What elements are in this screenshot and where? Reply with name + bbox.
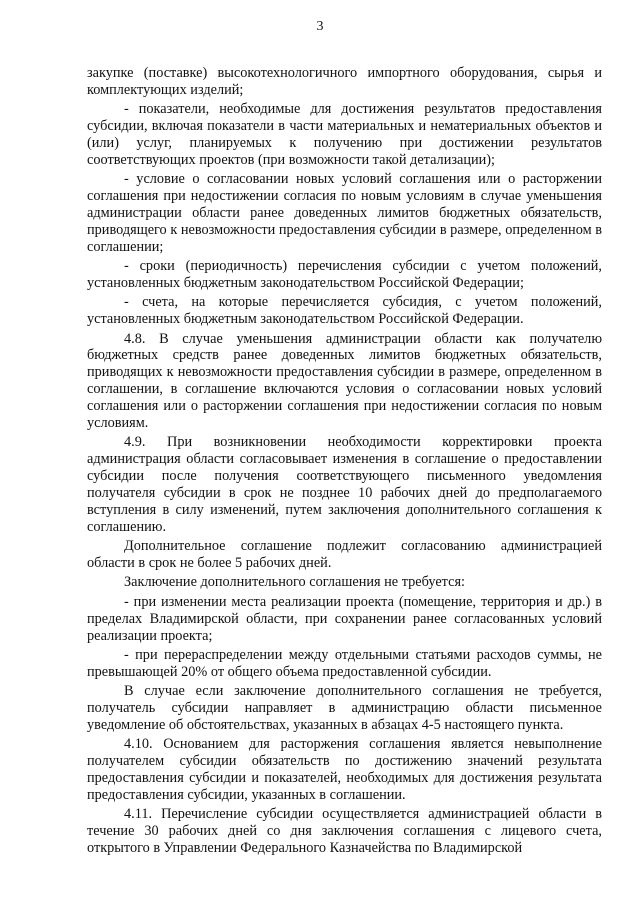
paragraph: 4.10. Основанием для расторжения соглашения является невыполнение получателем субсидии обязательств по достижению значений результата предоставления субсидии и показателей, необходимых для достижения результата предоставления субсидии, указанных в соглашении. [87,736,602,803]
paragraph: - при перераспределении между отдельными статьями расходов суммы, не превышающей 20% от общего объема предоставленной субсидии. [87,646,602,680]
paragraph: - счета, на которые перечисляется субсидия, с учетом положений, установленных бюджетным законодательством Российской Федерации. [87,294,602,328]
paragraph: закупке (поставке) высокотехнологичного импортного оборудования, сырья и комплектующих изделий; [87,65,602,98]
paragraph: 4.8. В случае уменьшения администрации области как получателю бюджетных средств ранее доведенных лимитов бюджетных обязательств, приводящих к невозможности предоставления субсидии в размере, определенном в соглашении, в соглашение включаются условия о согласовании новых условий соглашения или о расторжении соглашения при недостижении согласия по новым условиям. [87,330,602,432]
paragraph: - показатели, необходимые для достижения результатов предоставления субсидии, включая показатели в части материальных и нематериальных объектов и (или) услуг, планируемых к получению при достижении результатов соответствующих проектов (при возможности такой детализации); [87,101,602,168]
paragraph: - при изменении места реализации проекта (помещение, территория и др.) в пределах Владимирской области, при сохранении ранее согласованных условий реализации проекта; [87,593,602,644]
paragraph: Заключение дополнительного соглашения не требуется: [124,574,465,591]
paragraph: 4.11. Перечисление субсидии осуществляется администрацией области в течение 30 рабочих дней со дня заключения соглашения с лицевого счета, открытого в Управлении Федерального Казначейства по Владимирской [87,806,602,856]
paragraph: В случае если заключение дополнительного соглашения не требуется, получатель субсидии направляет в администрацию области письменное уведомление об обстоятельствах, указанных в абзацах 4-5 настоящего пункта. [87,683,602,733]
paragraph: - сроки (периодичность) перечисления субсидии с учетом положений, установленных бюджетным законодательством Российской Федерации; [87,258,602,292]
page-number: 3 [316,19,324,34]
paragraph: - условие о согласовании новых условий соглашения или о расторжении соглашения при недостижении согласия по новым условиям в случае уменьшения администрации области ранее доведенных лимитов бюджетных обязательств, приводящего к невозможности предоставления субсидии в размере, определенном в соглашении; [87,171,602,255]
paragraph: 4.9. При возникновении необходимости корректировки проекта администрация области согласовывает изменения в соглашение о предоставлении субсидии после получения соответствующего письменного уведомления получателя субсидии в срок не позднее 10 рабочих дней до предполагаемого вступления в силу изменений, путем заключения дополнительного соглашения к соглашению. [87,434,602,535]
paragraph: Дополнительное соглашение подлежит согласованию администрацией области в срок не более 5 рабочих дней. [87,538,602,572]
document-body [87,65,602,859]
